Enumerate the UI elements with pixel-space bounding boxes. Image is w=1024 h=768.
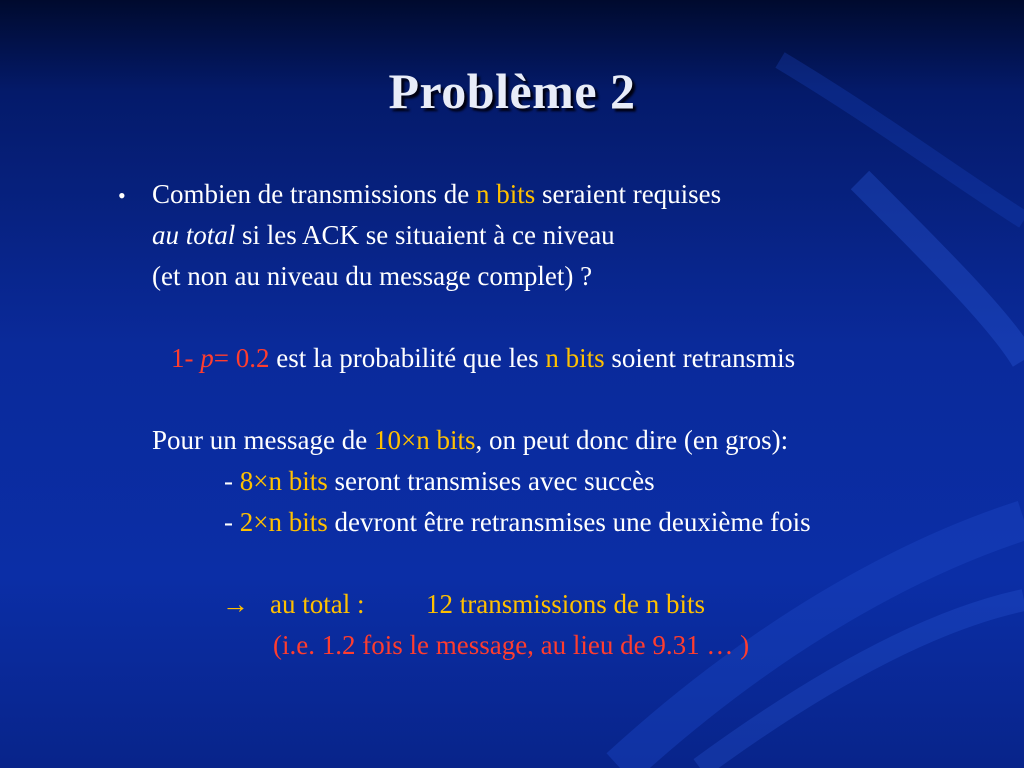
message-line: [152, 424, 788, 456]
item-success: [224, 465, 655, 497]
question-text: seraient requises: [535, 179, 722, 209]
question-text: (et non au niveau du message complet) ?: [152, 261, 593, 291]
highlight-10n-bits: 10×n bits: [373, 425, 476, 455]
question-text: si les ACK se situaient à ce niveau: [235, 220, 615, 250]
note-text: (i.e. 1.2 fois le message, au lieu de 9.31 … ): [273, 630, 750, 660]
question-text: Combien de transmissions de: [152, 179, 476, 209]
total-value: 12 transmissions de n bits: [426, 589, 706, 619]
highlight-n-bits: n bits: [545, 343, 605, 373]
highlight-2n-bits: 2×n bits: [239, 507, 328, 537]
emphasis-au-total: au total: [152, 220, 236, 250]
message-text: , on peut donc dire (en gros):: [475, 425, 789, 455]
arrow-right-icon: →: [222, 589, 249, 619]
item-retransmit: [224, 506, 811, 538]
highlight-8n-bits: 8×n bits: [239, 466, 328, 496]
prob-variable: p: [200, 343, 214, 373]
total-label: au total :: [270, 589, 365, 619]
item-dash: -: [224, 466, 240, 496]
item-text: seront transmises avec succès: [327, 466, 655, 496]
highlight-n-bits: n bits: [475, 179, 536, 209]
message-text: Pour un message de: [152, 425, 374, 455]
prob-value: = 0.2: [213, 343, 270, 373]
prob-text: est la probabilité que les: [269, 343, 546, 373]
total-line: [222, 588, 705, 620]
note-line: [273, 629, 749, 661]
slide-title: Problème 2: [388, 63, 636, 119]
question-line-1: [152, 178, 721, 210]
item-dash: -: [224, 507, 240, 537]
question-line-2: [152, 219, 615, 251]
prob-text: soient retransmis: [604, 343, 796, 373]
probability-line: [171, 342, 795, 374]
question-line-3: [152, 260, 592, 292]
item-text: devront être retransmises une deuxième fois: [327, 507, 811, 537]
bullet-icon: •: [118, 183, 126, 208]
prob-prefix: 1-: [171, 343, 201, 373]
